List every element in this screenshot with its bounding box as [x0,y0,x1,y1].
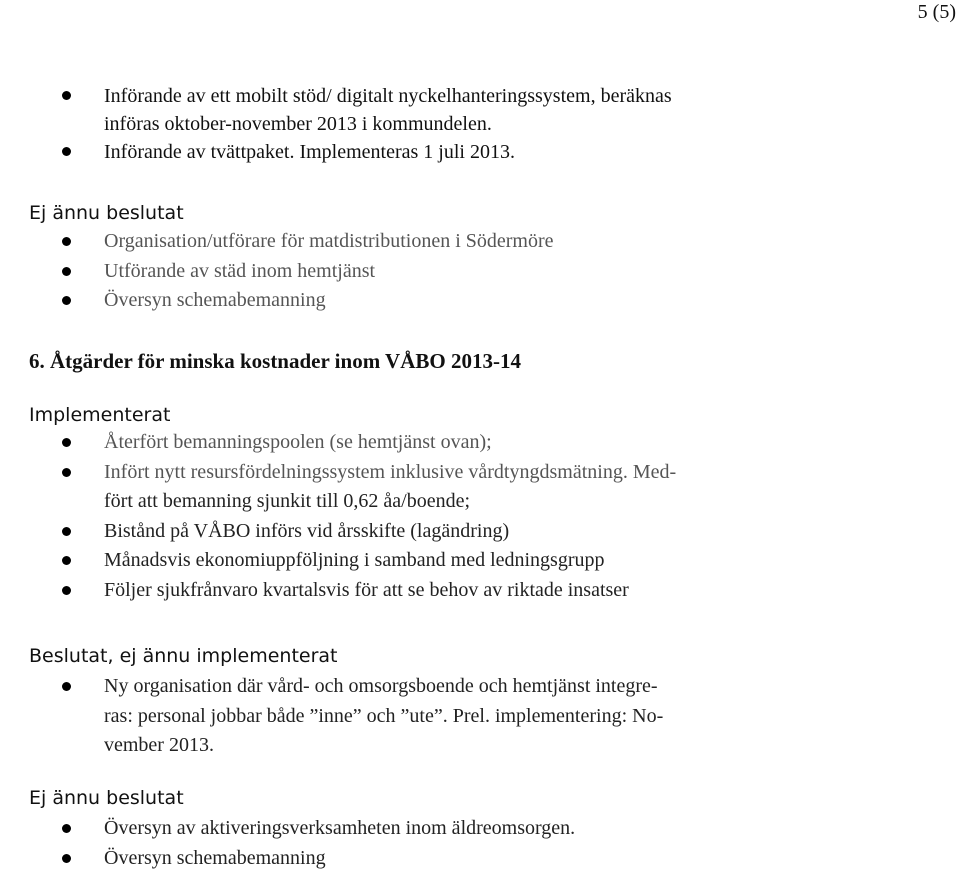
bullet-icon [62,91,71,100]
list-item [0,286,784,316]
bullet-icon [62,296,71,305]
list-item-line: ras: personal jobbar både ”inne” och ”ute”. Prel. implementering: No- [104,704,664,727]
bullet-icon [62,527,71,536]
list-item-line: Ny organisation där vård- och omsorgsboende och hemtjänst integre- [104,675,658,697]
list-item [0,428,784,458]
section-heading-not-decided-2: Ej ännu beslutat [29,787,184,809]
bullet-icon [62,438,71,447]
bullet-icon [62,237,71,246]
list-item-line: Månadsvis ekonomiuppföljning i samband med ledningsgrupp [104,549,605,571]
section-6-title: 6. Åtgärder för minska kostnader inom VÅBO 2013-14 [29,349,521,373]
page-number: 5 (5) [917,1,956,23]
list-item-line: Översyn schemabemanning [104,289,326,311]
bullet-icon [62,267,71,276]
bullet-icon [62,824,71,833]
list-item [0,257,784,287]
section-heading-not-decided: Ej ännu beslutat [29,202,184,224]
list-item-line: Översyn av aktiveringsverksamheten inom äldreomsorgen. [104,817,576,839]
bullet-icon [62,682,71,691]
not-decided-bullet-list-2 [0,814,960,873]
list-item [0,458,784,517]
list-item [0,576,784,606]
list-item [0,517,784,547]
list-item [0,672,784,761]
section-heading-implemented: Implementerat [29,404,171,426]
list-item-line: Utförande av städ inom hemtjänst [104,259,376,282]
list-item-line: vember 2013. [104,734,214,756]
list-item-line: Följer sjukfrånvaro kvartalsvis för att se behov av riktade insatser [104,578,629,601]
list-item-line: införas oktober-november 2013 i kommundelen. [104,113,492,135]
list-item [0,546,784,576]
list-item-line: Infört nytt resursfördelningssystem inklusive vårdtyngdsmätning. Med- [104,460,677,483]
bullet-icon [62,586,71,595]
not-decided-bullet-list [0,227,960,316]
intro-bullet-list [0,82,960,166]
list-item [0,814,784,844]
list-item-line: Återfört bemanningspoolen (se hemtjänst ovan); [104,431,492,453]
list-item-line: Översyn schemabemanning [104,846,326,869]
list-item [0,138,784,166]
bullet-icon [62,556,71,565]
list-item-line: Införande av ett mobilt stöd/ digitalt nyckelhanteringssystem, beräknas [104,85,672,107]
list-item-line: Införande av tvättpaket. Implementeras 1 juli 2013. [104,141,515,163]
list-item [0,844,784,874]
implemented-bullet-list [0,428,960,605]
bullet-icon [62,468,71,477]
list-item [0,227,784,257]
section-heading-decided-not-implemented: Beslutat, ej ännu implementerat [29,645,338,667]
bullet-icon [62,147,71,156]
list-item-line: Organisation/utförare för matdistributionen i Södermöre [104,230,554,252]
decided-bullet-list [0,672,960,761]
list-item-line: Bistånd på VÅBO införs vid årsskifte (lagändring) [104,519,510,542]
bullet-icon [62,854,71,863]
list-item-line: fört att bemanning sjunkit till 0,62 åa/boende; [104,490,471,512]
list-item [0,82,784,138]
